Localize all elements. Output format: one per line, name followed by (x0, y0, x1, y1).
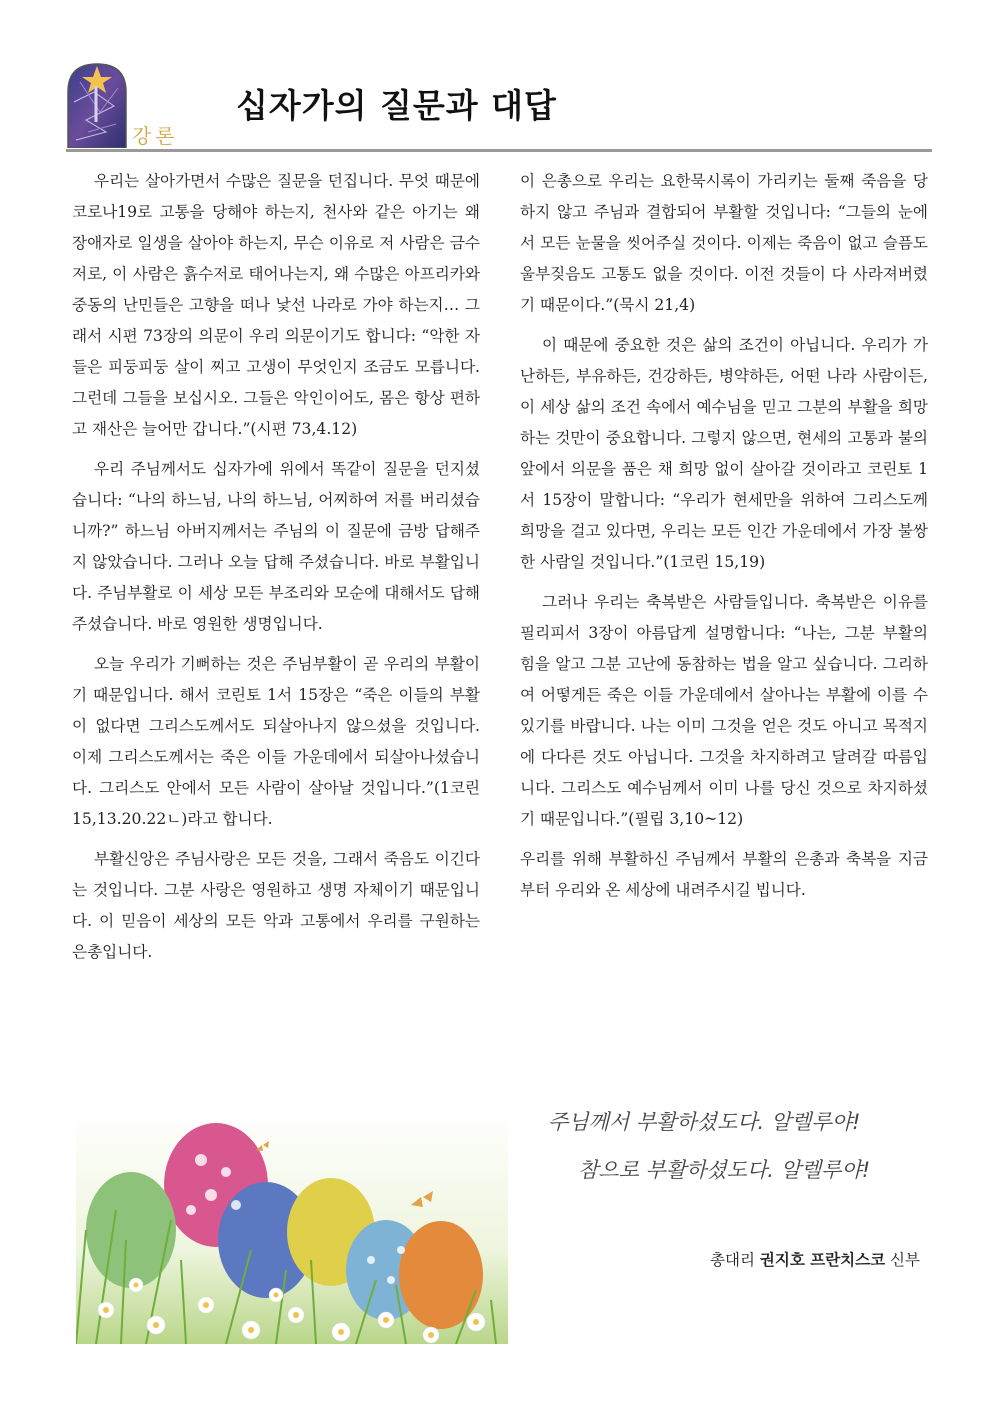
signature (710, 1248, 920, 1270)
section-label: 강론 (132, 124, 179, 148)
page-title: 십자가의 질문과 대답 (236, 86, 557, 125)
title-divider (66, 149, 932, 152)
paragraph: 우리는 살아가면서 수많은 질문을 던집니다. 무엇 때문에 코로나19로 고통을 당해야 하는지, 천사와 같은 아기는 왜 장애자로 일생을 살아야 하는지, 무슨 이유로 저 사람은 금수저로, 이 사람은 흙수저로 태어나는지, 왜 수많은 아프리카와 중동의 난민들은 고향을 떠나 낯선 나라로 가야 하는지… 그래서 시편 73장의 의문이 우리 의문이기도 합니다: “악한 자들은 피둥피둥 살이 찌고 고생이 무엇인지 조금도 모릅니다. 그런데 그들을 보십시오. 그들은 악인이어도, 몸은 항상 편하고 재산은 늘어만 갑니다.”(시편 73,4.12) (72, 172, 480, 438)
stained-glass-window-icon (66, 62, 128, 148)
signature-title: 신부 (890, 1251, 920, 1269)
paragraph: 부활신앙은 주님사랑은 모든 것을, 그래서 죽음도 이긴다는 것입니다. 그분 사랑은 영원하고 생명 자체이기 때문입니다. 이 믿음이 세상의 모든 악과 고통에서 우리를 구원하는 은총입니다. (72, 850, 480, 961)
paragraph: 오늘 우리가 기뻐하는 것은 주님부활이 곧 우리의 부활이기 때문입니다. 해서 코린토 1서 15장은 “죽은 이들의 부활이 없다면 그리스도께서도 되살아나지 않으셨을 것입니다. 이제 그리스도께서는 죽은 이들 가운데에서 되살아나셨습니다. 그리스도 안에서 모든 사람이 살아날 것입니다.”(1코린 15,13.20.22ㄴ)라고 합니다. (72, 655, 480, 828)
easter-eggs-illustration (76, 1110, 508, 1344)
left-column (72, 166, 480, 977)
paragraph: 이 은총으로 우리는 요한묵시록이 가리키는 둘째 죽음을 당하지 않고 주님과 결합되어 부활할 것입니다: “그들의 눈에서 모든 눈물을 씻어주실 것이다. 이제는 죽음이 없고 슬픔도 울부짖음도 고통도 없을 것이다. 이전 것들이 다 사라져버렸기 때문이다.”(묵시 21,4) (520, 172, 928, 314)
paragraph: 우리를 위해 부활하신 주님께서 부활의 은총과 축복을 지금부터 우리와 온 세상에 내려주시길 빕니다. (520, 850, 928, 899)
easter-greeting (548, 1098, 888, 1194)
paragraph: 그러나 우리는 축복받은 사람들입니다. 축복받은 이유를 필리피서 3장이 아름답게 설명합니다: “나는, 그분 부활의 힘을 알고 그분 고난에 동참하는 법을 알고 싶습니다. 그리하여 어떻게든 죽은 이들 가운데에서 살아나는 부활에 이를 수 있기를 바랍니다. 나는 이미 그것을 얻은 것도 아니고 목적지에 다다른 것도 아닙니다. 그것을 차지하려고 달려갈 따름입니다. 그리스도 예수님께서 이미 나를 당신 것으로 차지하셨기 때문입니다.”(필립 3,10~12) (520, 593, 928, 828)
right-column (520, 166, 928, 915)
header (66, 58, 932, 152)
greeting-line: 참으로 부활하셨도다. 알렐루야! (578, 1158, 871, 1182)
signature-role: 총대리 (710, 1251, 755, 1269)
paragraph: 이 때문에 중요한 것은 삶의 조건이 아닙니다. 우리가 가난하든, 부유하든, 건강하든, 병약하든, 어떤 나라 사람이든, 이 세상 삶의 조건 속에서 예수님을 믿고 그분의 부활을 희망하는 것만이 중요합니다. 그렇지 않으면, 현세의 고통과 불의 앞에서 의문을 품은 채 희망 없이 살아갈 것이라고 코린토 1서 15장이 말합니다: “우리가 현세만을 위하여 그리스도께 희망을 걸고 있다면, 우리는 모든 인간 가운데에서 가장 불쌍한 사람일 것입니다.”(1코린 15,19) (520, 336, 928, 571)
greeting-line: 주님께서 부활하셨도다. 알렐루야! (548, 1110, 861, 1134)
signature-name: 권지호 프란치스코 (759, 1251, 886, 1269)
paragraph: 우리 주님께서도 십자가에 위에서 똑같이 질문을 던지셨습니다: “나의 하느님, 나의 하느님, 어찌하여 저를 버리셨습니까?” 하느님 아버지께서는 주님의 이 질문에 금방 답해주지 않았습니다. 그러나 오늘 답해 주셨습니다. 바로 부활입니다. 주님부활로 이 세상 모든 부조리와 모순에 대해서도 답해주셨습니다. 바로 영원한 생명입니다. (72, 460, 480, 633)
